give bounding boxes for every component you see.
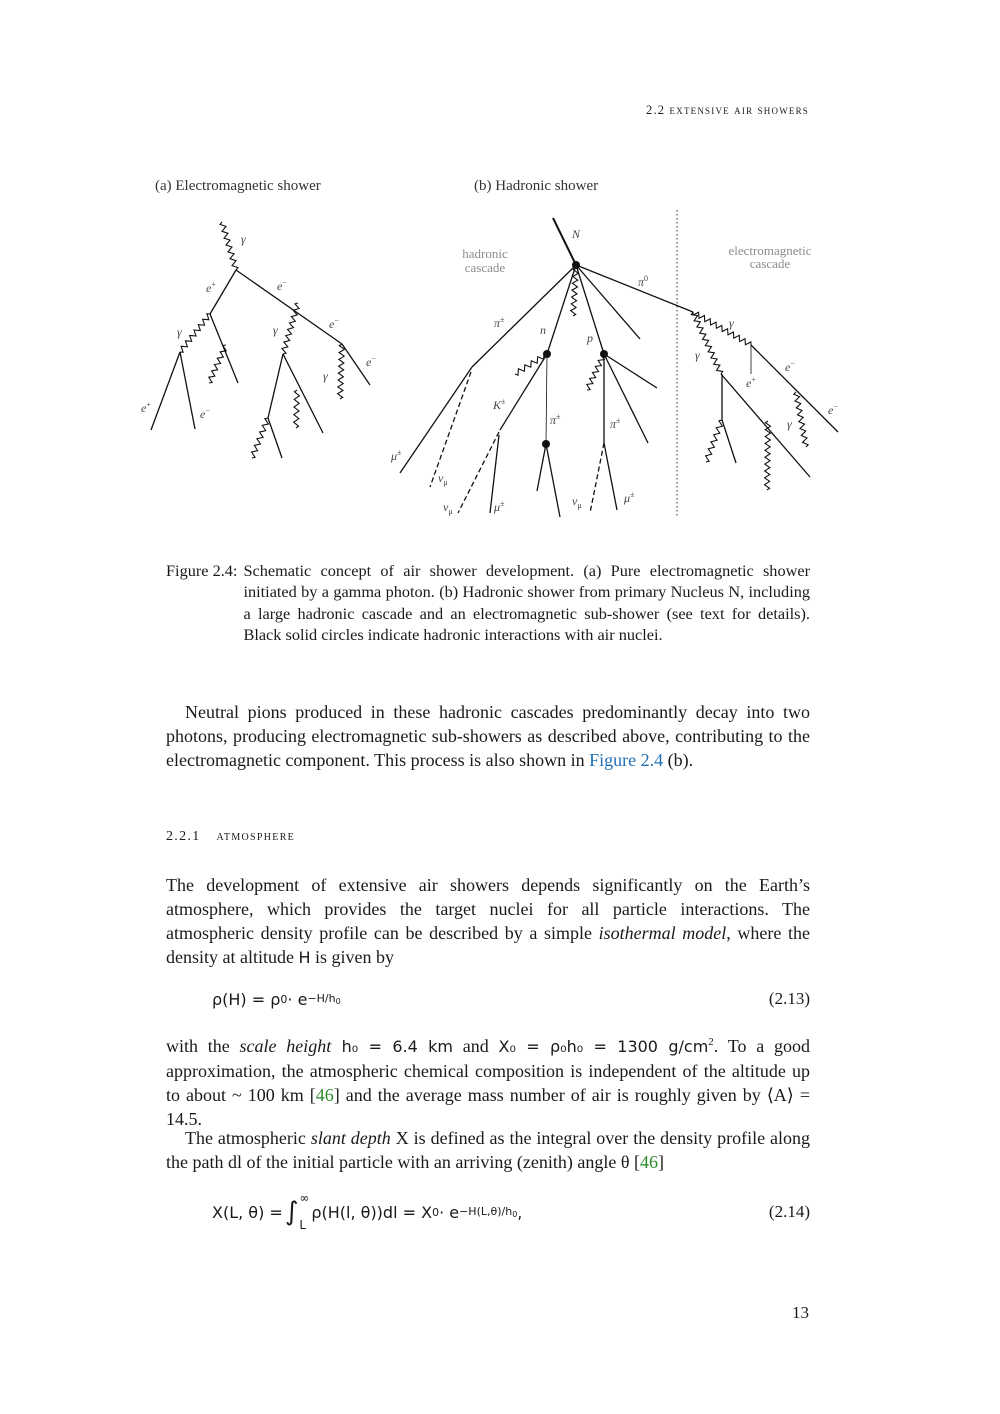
eq-part: 0 <box>512 1210 518 1219</box>
emphasis: isothermal model <box>598 923 727 943</box>
text: The atmospheric <box>185 1128 311 1148</box>
label-script: μ <box>443 478 448 487</box>
section-number: 2.2.1 <box>166 829 201 844</box>
label-script: + <box>211 280 216 289</box>
particle-track <box>472 265 576 367</box>
photon-track <box>691 312 722 374</box>
label-script: ± <box>500 315 505 324</box>
hadronic-label: p <box>587 331 593 345</box>
interaction-vertex <box>572 261 580 269</box>
paragraph-scale-height <box>166 1030 810 1131</box>
eq-part: 0 <box>280 992 288 1006</box>
interaction-vertex <box>542 440 550 448</box>
photon-track <box>282 303 299 354</box>
photon-track <box>706 420 723 462</box>
integral-lower-limit: L <box>299 1218 307 1232</box>
particle-track <box>546 444 560 517</box>
photon-track <box>209 345 226 383</box>
hadronic-label: π± <box>494 315 505 330</box>
eq-exponent <box>459 1205 517 1219</box>
interaction-vertex <box>600 350 608 358</box>
text: with the <box>166 1036 240 1056</box>
hadronic-label: K± <box>493 397 506 412</box>
text: X is defined as the integral over the density profile along the path dl of the initial particle with an arriving (zenith) angle θ [ <box>166 1128 810 1172</box>
hadronic-label: N <box>572 227 581 241</box>
emphasis: scale height <box>239 1036 332 1056</box>
math: H <box>298 948 311 967</box>
label-script: ± <box>501 397 506 406</box>
photon-track <box>765 421 771 490</box>
particle-track <box>180 352 195 429</box>
particle-track <box>268 354 283 418</box>
interaction-vertex <box>543 350 551 358</box>
particle-track <box>400 367 472 473</box>
text: (b). <box>663 750 694 770</box>
hadronic-label: $\pi^0$ <box>638 274 649 289</box>
particle-track <box>721 374 810 477</box>
label-script: 0 <box>644 274 649 283</box>
particle-track <box>283 354 323 433</box>
em-label: γ <box>241 232 246 246</box>
em-label: e− <box>329 316 339 331</box>
section-title: atmosphere <box>216 829 296 844</box>
label-script: − <box>282 278 287 287</box>
particle-track <box>576 265 640 339</box>
region-label-hadronic-1: hadronic <box>462 246 508 261</box>
photon-track <box>587 354 604 390</box>
em-label: γ <box>273 323 278 337</box>
label-script: ± <box>397 448 402 457</box>
eq-part: 0 <box>335 997 341 1006</box>
region-label-em-1: electromagnetic <box>728 243 812 258</box>
em-label: e− <box>366 354 376 369</box>
hadronic-label: γ <box>695 348 700 362</box>
hadronic-label: γ <box>729 316 734 330</box>
particle-track <box>553 218 576 265</box>
math: h₀ = 6.4 km <box>331 1037 453 1056</box>
photon-track <box>693 312 751 345</box>
hadronic-label: π± <box>550 412 561 427</box>
text: The development of extensive air showers depends significantly on the Earth’s atmosphere, which provides the target nuclei for all particle interactions. The atmospheric density profile can be described by a simple <box>166 875 810 943</box>
integral-sign: ∫ <box>284 1197 299 1227</box>
figure-link[interactable]: Figure 2.4 <box>589 750 664 770</box>
hadronic-label: μ± <box>391 448 402 463</box>
label-script: ± <box>630 490 635 499</box>
hadronic-label: e− <box>828 402 838 417</box>
hadronic-label: n <box>540 323 546 337</box>
citation-link[interactable]: 46 <box>315 1085 334 1105</box>
equation-2-14 <box>212 1190 810 1234</box>
particle-track <box>268 418 282 458</box>
text: Neutral pions produced in these hadronic cascades predominantly decay into two photons, producing electromagnetic sub-showers as described above, contributing to the electromagnetic component. This process is also shown in <box>166 702 810 770</box>
emphasis: slant depth <box>310 1128 391 1148</box>
photon-track <box>252 418 269 458</box>
photon-track <box>338 344 345 399</box>
eq-part: · e <box>439 1202 460 1222</box>
paragraph-slant-depth <box>166 1126 810 1174</box>
eq-part: −H(L,θ)/h <box>459 1205 513 1218</box>
page-number: 13 <box>792 1303 809 1322</box>
integral-upper-limit: ∞ <box>299 1191 310 1205</box>
em-shower-diagram <box>141 222 376 458</box>
label-script: ± <box>616 416 621 425</box>
label-script: + <box>751 375 756 384</box>
eq-part: · e <box>287 989 308 1009</box>
math: 2 <box>708 1036 714 1048</box>
label-script: − <box>790 359 795 368</box>
photon-track <box>515 353 547 375</box>
particle-track <box>576 265 693 312</box>
label-script: − <box>334 316 339 325</box>
eq-part: 0 <box>432 1205 440 1219</box>
text: ] <box>657 1152 664 1172</box>
label-script: + <box>146 400 151 409</box>
photon-track <box>180 314 210 353</box>
particle-track <box>210 270 236 314</box>
region-label-em-2: cascade <box>749 256 791 271</box>
eq-part: ρ(H(l, θ))dl = X <box>311 1202 433 1222</box>
hadronic-label: π± <box>610 416 621 431</box>
em-label: γ <box>323 369 328 383</box>
em-label: e+ <box>206 280 216 295</box>
hadronic-label: γ <box>787 417 792 431</box>
subcaption-b: (b) Hadronic shower <box>474 178 599 194</box>
particle-track <box>546 354 547 444</box>
em-label: e− <box>200 406 210 421</box>
em-label: γ <box>177 325 182 339</box>
eq-part: ρ(H) = ρ <box>212 989 281 1009</box>
particle-track <box>604 443 617 510</box>
particle-track <box>430 372 471 487</box>
math: X₀ = ρ₀h₀ = 1300 g/cm <box>498 1037 709 1056</box>
label-script: ± <box>556 412 561 421</box>
text: and <box>452 1036 499 1056</box>
equation-number: (2.14) <box>768 1202 810 1221</box>
label-script: μ <box>448 507 453 516</box>
em-label: e− <box>277 278 287 293</box>
photon-track <box>571 268 579 316</box>
subcaption-a: (a) Electromagnetic shower <box>155 178 321 194</box>
citation-link[interactable]: 46 <box>639 1152 658 1172</box>
particle-track <box>210 314 238 383</box>
text: , where the density at altitude <box>166 923 810 967</box>
label-script: − <box>833 402 838 411</box>
particle-track <box>500 354 547 430</box>
label-script: μ <box>577 501 582 510</box>
label-script: ± <box>500 499 505 508</box>
region-label-hadronic-2: cascade <box>464 260 506 275</box>
particle-track <box>236 270 342 344</box>
hadronic-label: μ± <box>494 499 505 514</box>
running-head: 2.2 extensive air showers <box>646 103 809 117</box>
integral <box>285 1192 310 1232</box>
eq-part: X(L, θ) = <box>212 1202 283 1222</box>
particle-track <box>458 432 499 513</box>
eq-exponent <box>307 992 340 1006</box>
em-label: e+ <box>141 400 151 415</box>
section-heading <box>166 829 295 845</box>
photon-track <box>294 390 300 428</box>
figure-2-4 <box>0 0 1000 560</box>
hadronic-label: $\nu_\mu$ <box>438 471 448 487</box>
label-script: − <box>205 406 210 415</box>
hadronic-label: e+ <box>746 375 756 390</box>
paragraph-atmosphere <box>166 873 810 970</box>
text: is given by <box>310 947 394 967</box>
caption-text: Schematic concept of air shower development. (a) Pure electromagnetic shower initiated by a gamma photon. (b) Hadronic shower from primary Nucleus N, including a large hadronic cascade and an electromagnetic sub-shower (see text for details). Black solid circles indicate hadronic interactions with air nuclei. <box>243 561 810 644</box>
photon-track <box>220 222 238 270</box>
hadronic-label: $\nu_\mu$ <box>572 494 582 510</box>
equation-number: (2.13) <box>768 989 810 1008</box>
particle-track <box>590 443 604 513</box>
text: ] and the average mass number of air is roughly given by ⟨A⟩ = 14.5. <box>166 1085 810 1129</box>
particle-track <box>722 420 736 463</box>
integral-limits <box>299 1192 309 1232</box>
label-script: − <box>371 354 376 363</box>
text: . To a good approximation, the atmospheric chemical composition is independent of the altitude up to about ~ 100 km [ <box>166 1036 810 1105</box>
hadronic-label: e− <box>785 359 795 374</box>
eq-part: , <box>517 1202 523 1222</box>
particle-track <box>151 352 180 430</box>
particle-track <box>537 444 546 491</box>
figure-caption <box>166 560 810 645</box>
caption-label: Figure 2.4: <box>166 561 238 580</box>
hadronic-label: $\nu_\mu$ <box>443 500 453 516</box>
eq-part: −H/h <box>307 992 336 1005</box>
paragraph-neutral-pions <box>166 700 810 772</box>
hadronic-label: μ± <box>624 490 635 505</box>
equation-2-13 <box>212 986 810 1012</box>
